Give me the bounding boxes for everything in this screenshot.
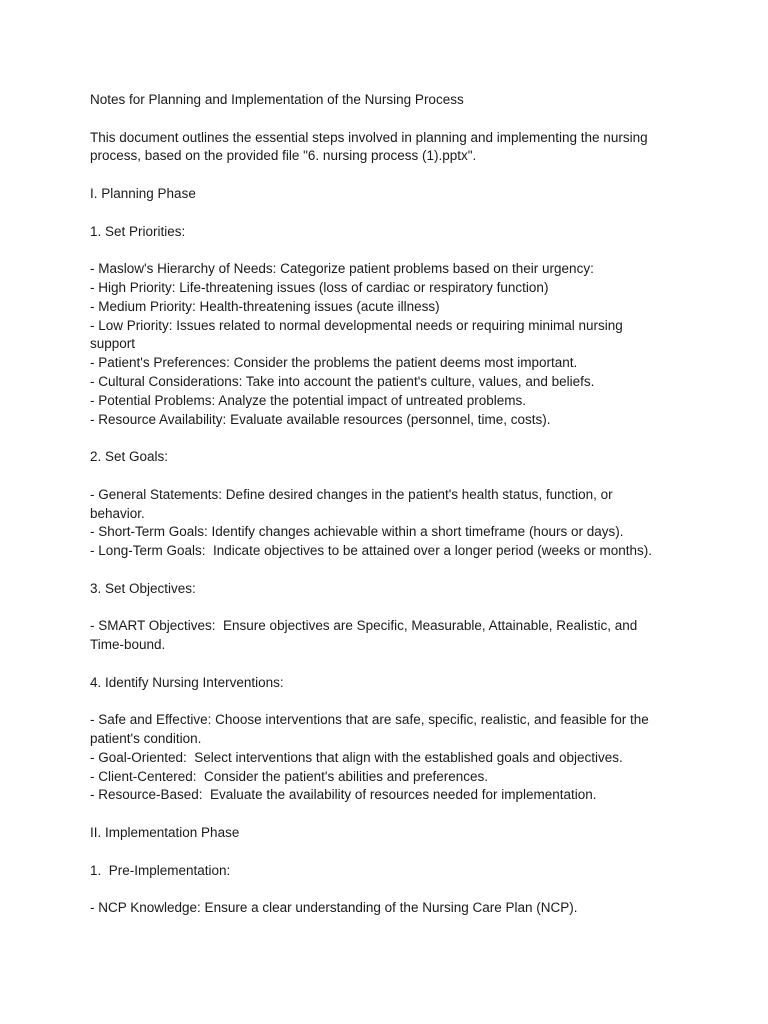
intro-line: process, based on the provided file "6. nursing process (1).pptx". xyxy=(90,148,477,164)
priorities-line: - Resource Availability: Evaluate available resources (personnel, time, costs). xyxy=(90,411,551,427)
pre-implementation-heading: 1. Pre-Implementation: xyxy=(90,862,231,878)
set-goals-heading: 2. Set Goals: xyxy=(90,449,169,465)
document-page xyxy=(90,91,690,918)
priorities-line: - Cultural Considerations: Take into account the patient's culture, values, and beliefs. xyxy=(90,373,595,389)
goals-line: behavior. xyxy=(90,505,145,521)
priorities-line: - High Priority: Life-threatening issues (loss of cardiac or respiratory function) xyxy=(90,279,549,295)
implementation-phase-heading: II. Implementation Phase xyxy=(90,825,240,841)
spacer xyxy=(90,166,690,185)
spacer xyxy=(90,805,690,824)
interventions-line: - Resource-Based: Evaluate the availability of resources needed for implementation. xyxy=(90,787,597,803)
intro-line: This document outlines the essential steps involved in planning and implementing the nursing xyxy=(90,129,648,145)
spacer xyxy=(90,241,690,260)
interventions-line: - Goal-Oriented: Select interventions that align with the established goals and objectives. xyxy=(90,749,623,765)
spacer xyxy=(90,880,690,899)
interventions-line: patient's condition. xyxy=(90,731,202,747)
planning-phase-heading: I. Planning Phase xyxy=(90,185,196,201)
spacer xyxy=(90,204,690,223)
interventions-line: - Safe and Effective: Choose interventions that are safe, specific, realistic, and feasible for the xyxy=(90,712,649,728)
priorities-line: - Low Priority: Issues related to normal developmental needs or requiring minimal nursing xyxy=(90,317,623,333)
priorities-line: - Potential Problems: Analyze the potential impact of untreated problems. xyxy=(90,392,526,408)
priorities-line: - Patient's Preferences: Consider the problems the patient deems most important. xyxy=(90,355,578,371)
spacer xyxy=(90,693,690,712)
spacer xyxy=(90,561,690,580)
interventions-line: - Client-Centered: Consider the patient's abilities and preferences. xyxy=(90,768,489,784)
goals-line: - Short-Term Goals: Identify changes achievable within a short timeframe (hours or days). xyxy=(90,524,624,540)
priorities-line: - Medium Priority: Health-threatening issues (acute illness) xyxy=(90,298,440,314)
set-objectives-heading: 3. Set Objectives: xyxy=(90,580,196,596)
interventions-heading: 4. Identify Nursing Interventions: xyxy=(90,674,284,690)
set-priorities-heading: 1. Set Priorities: xyxy=(90,223,186,239)
pre-implementation-line: - NCP Knowledge: Ensure a clear understanding of the Nursing Care Plan (NCP). xyxy=(90,900,578,916)
priorities-line: - Maslow's Hierarchy of Needs: Categorize patient problems based on their urgency: xyxy=(90,261,594,277)
document-title: Notes for Planning and Implementation of the Nursing Process xyxy=(90,92,464,107)
goals-line: - Long-Term Goals: Indicate objectives to be attained over a longer period (weeks or months). xyxy=(90,543,653,559)
objectives-line: Time-bound. xyxy=(90,637,166,653)
spacer xyxy=(90,655,690,674)
spacer xyxy=(90,429,690,448)
spacer xyxy=(90,467,690,486)
goals-line: - General Statements: Define desired changes in the patient's health status, function, or xyxy=(90,486,613,502)
priorities-line: support xyxy=(90,336,136,352)
spacer xyxy=(90,843,690,862)
spacer xyxy=(90,599,690,618)
spacer xyxy=(90,110,690,129)
objectives-line: - SMART Objectives: Ensure objectives are Specific, Measurable, Attainable, Realistic, and xyxy=(90,618,638,634)
